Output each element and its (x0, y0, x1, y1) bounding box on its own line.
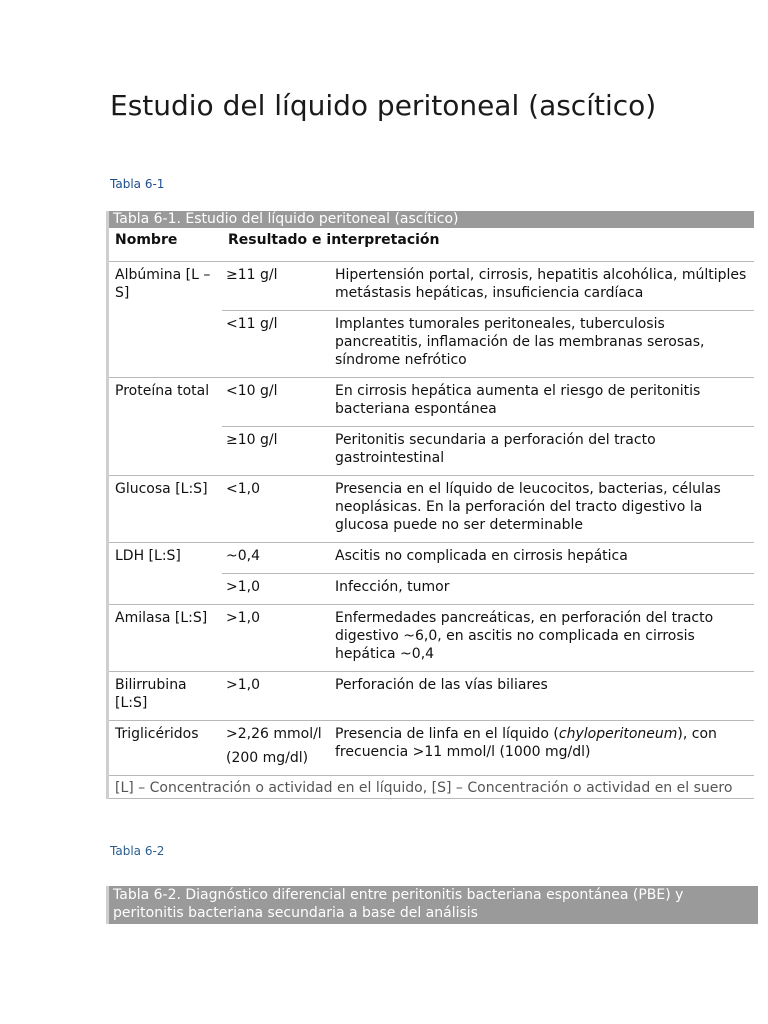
table-row (109, 543, 754, 574)
row-interpretation: Presencia en el líquido de leucocitos, bacterias, células neoplásicas. En la perforación del tracto digestivo la glucosa puede no ser determinable (331, 476, 754, 543)
row-value: <10 g/l (222, 378, 331, 427)
column-header-nombre: Nombre (109, 228, 222, 262)
row-value: <1,0 (222, 476, 331, 543)
page-title: Estudio del líquido peritoneal (ascítico) (110, 89, 657, 122)
row-value: >1,0 (222, 672, 331, 721)
table-row (109, 672, 754, 721)
value-main: >2,26 mmol/l (226, 726, 322, 742)
interp-pre: Presencia de linfa en el líquido ( (335, 726, 559, 742)
row-interpretation: Infección, tumor (331, 574, 754, 605)
row-interpretation: En cirrosis hepática aumenta el riesgo de peritonitis bacteriana espontánea (331, 378, 754, 427)
row-value: ~0,4 (222, 543, 331, 574)
table-row (109, 721, 754, 776)
row-value (222, 721, 331, 776)
row-name-albumina: Albúmina [L –S] (109, 262, 222, 378)
table-footnote-row (109, 776, 754, 799)
row-interpretation: Implantes tumorales peritoneales, tuberculosis pancreatitis, inflamación de las membranas serosas, síndrome nefrótico (331, 311, 754, 378)
row-interpretation: Hipertensión portal, cirrosis, hepatitis alcohólica, múltiples metástasis hepáticas, insuficiencia cardíaca (331, 262, 754, 311)
row-interpretation: Ascitis no complicada en cirrosis hepática (331, 543, 754, 574)
value-sub: (200 mg/dl) (226, 750, 309, 766)
table-caption: Tabla 6-1. Estudio del líquido peritoneal (ascítico) (109, 211, 754, 228)
row-value: >1,0 (222, 574, 331, 605)
interp-post: ), con frecuencia >11 mmol/l (1000 mg/dl) (335, 726, 717, 760)
interp-italic: chyloperitoneum (558, 726, 678, 742)
table-6-2-link[interactable]: Tabla 6-2 (110, 844, 165, 858)
row-interpretation: Perforación de las vías biliares (331, 672, 754, 721)
row-value: ≥11 g/l (222, 262, 331, 311)
table-6-1 (106, 211, 754, 799)
table-6-2-caption: Tabla 6-2. Diagnóstico diferencial entre peritonitis bacteriana espontánea (PBE) y peritonitis bacteriana secundaria a base del análisis (106, 886, 758, 924)
table-row (109, 476, 754, 543)
row-name-trigliceridos: Triglicéridos (109, 721, 222, 776)
table-row (109, 378, 754, 427)
row-value: ≥10 g/l (222, 427, 331, 476)
column-header-resultado: Resultado e interpretación (222, 228, 754, 262)
row-name-proteina: Proteína total (109, 378, 222, 476)
row-name-glucosa: Glucosa [L:S] (109, 476, 222, 543)
row-interpretation: Enfermedades pancreáticas, en perforación del tracto digestivo ~6,0, en ascitis no complicada en cirrosis hepática ~0,4 (331, 605, 754, 672)
table-footnote: [L] – Concentración o actividad en el líquido, [S] – Concentración o actividad en el suero (109, 776, 754, 799)
table-row (109, 605, 754, 672)
row-value: <11 g/l (222, 311, 331, 378)
row-name-ldh: LDH [L:S] (109, 543, 222, 605)
row-interpretation (331, 721, 754, 776)
row-value: >1,0 (222, 605, 331, 672)
table-6-1-link[interactable]: Tabla 6-1 (110, 177, 165, 191)
table-row (109, 262, 754, 311)
row-interpretation: Peritonitis secundaria a perforación del tracto gastrointestinal (331, 427, 754, 476)
row-name-amilasa: Amilasa [L:S] (109, 605, 222, 672)
row-name-bilirrubina: Bilirrubina [L:S] (109, 672, 222, 721)
